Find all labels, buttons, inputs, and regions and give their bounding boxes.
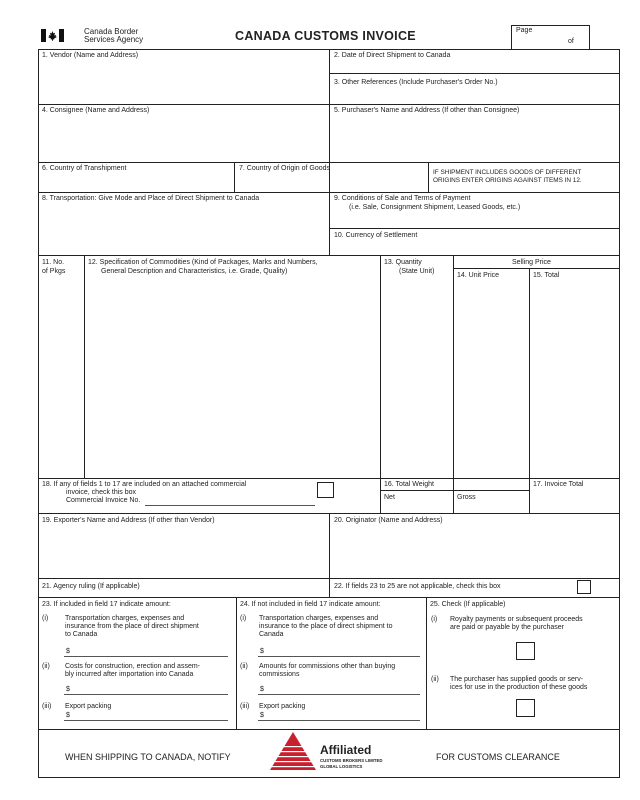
vendor-label: 1. Vendor (Name and Address) (42, 52, 139, 59)
invoice-total-label: 17. Invoice Total (533, 481, 584, 488)
page-of-label: of (568, 38, 574, 45)
royalty-label: Royalty payments or subsequent proceeds (450, 616, 583, 623)
included-packing-label: Export packing (65, 703, 112, 710)
conditions-of-sale-hint: (i.e. Sale, Consignment Shipment, Leased Goods, etc.) (349, 204, 521, 211)
commissions-label: Amounts for commissions other than buying (259, 663, 396, 670)
transportation-label: 8. Transportation: Give Mode and Place of Direct Shipment to Canada (42, 195, 260, 202)
exporter-label: 19. Exporter's Name and Address (If other than Vendor) (42, 517, 215, 524)
commodities-spec-label: 12. Specification of Commodities (Kind of Packages, Marks and Numbers, (88, 259, 318, 266)
packages-count-label-2: of Pkgs (42, 268, 66, 275)
page-label: Page (516, 27, 533, 34)
footer-notify-text: WHEN SHIPPING TO CANADA, NOTIFY (65, 752, 231, 762)
total-label: 15. Total (533, 272, 560, 279)
net-weight-label: Net (384, 494, 395, 501)
dollar-sign: $ (260, 686, 264, 693)
originator-label: 20. Originator (Name and Address) (334, 517, 443, 524)
total-weight-label: 16. Total Weight (384, 481, 434, 488)
conditions-of-sale-label: 9. Conditions of Sale and Terms of Payment (334, 195, 471, 202)
roman-iii: (iii) (42, 703, 52, 710)
not-included-transport-label-2: insurance to the place of direct shipment to (259, 623, 393, 630)
currency-label: 10. Currency of Settlement (334, 232, 418, 239)
roman-ii: (ii) (240, 663, 248, 670)
attached-invoice-checkbox[interactable] (317, 482, 334, 498)
included-transport-label: Transportation charges, expenses and (65, 615, 185, 622)
roman-i: (i) (42, 615, 49, 622)
other-references-label: 3. Other References (Include Purchaser's Order No.) (334, 79, 498, 86)
supplied-goods-checkbox[interactable] (516, 699, 535, 717)
dollar-sign: $ (66, 648, 70, 655)
transhipment-country-label: 6. Country of Transhipment (42, 165, 127, 172)
included-transport-label-3: to Canada (65, 631, 98, 638)
roman-i: (i) (240, 615, 247, 622)
roman-ii: (ii) (431, 676, 439, 683)
not-included-transport-label: Transportation charges, expenses and (259, 615, 379, 622)
check-if-applicable-label: 25. Check (If applicable) (430, 601, 506, 608)
brand-subtitle: CUSTOMS BROKERS LIMITED (320, 758, 383, 763)
purchaser-label: 5. Purchaser's Name and Address (If other than Consignee) (334, 107, 520, 114)
not-applicable-label: 22. If fields 23 to 25 are not applicable, check this box (334, 583, 501, 590)
dollar-sign: $ (260, 648, 264, 655)
origin-note-line1: IF SHIPMENT INCLUDES GOODS OF DIFFERENT (433, 169, 582, 176)
not-included-amount-label: 24. If not included in field 17 indicate amount: (240, 601, 381, 608)
brand-name: Affiliated (320, 743, 372, 757)
unit-price-label: 14. Unit Price (457, 272, 500, 279)
not-applicable-checkbox[interactable] (577, 580, 591, 594)
quantity-label: 13. Quantity (384, 259, 422, 266)
packages-count-label: 11. No. (42, 259, 65, 266)
agency-ruling-label: 21. Agency ruling (If applicable) (42, 583, 140, 590)
attached-invoice-label: 18. If any of fields 1 to 17 are included on an attached commercial (42, 481, 247, 488)
brand-subtitle-2: GLOBAL LOGISTICS (320, 764, 363, 769)
shipment-date-label: 2. Date of Direct Shipment to Canada (334, 52, 451, 59)
agency-name-line2: Services Agency (84, 35, 144, 44)
included-construction-label: Costs for construction, erection and assem- (65, 663, 201, 670)
royalty-label-2: are paid or payable by the purchaser (450, 624, 565, 631)
not-included-packing-label: Export packing (259, 703, 306, 710)
attached-invoice-label-2: invoice, check this box (66, 489, 137, 496)
origin-note-line2: ORIGINS ENTER ORIGINS AGAINST ITEMS IN 12. (433, 177, 582, 184)
agency-name-line1: Canada Border (84, 27, 139, 36)
selling-price-label: Selling Price (512, 259, 551, 266)
canada-flag-icon (41, 29, 64, 42)
dollar-sign: $ (66, 686, 70, 693)
included-amount-label: 23. If included in field 17 indicate amount: (42, 601, 171, 608)
gross-weight-label: Gross (457, 494, 476, 501)
quantity-unit-label: (State Unit) (399, 268, 435, 275)
consignee-label: 4. Consignee (Name and Address) (42, 107, 150, 114)
commodities-spec-hint: General Description and Characteristics, i.e. Grade, Quality) (101, 268, 288, 275)
roman-i: (i) (431, 616, 438, 623)
royalty-checkbox[interactable] (516, 642, 535, 660)
commissions-label-2: commissions (259, 671, 300, 678)
dollar-sign: $ (260, 712, 264, 719)
roman-iii: (iii) (240, 703, 250, 710)
page-title: CANADA CUSTOMS INVOICE (235, 29, 416, 43)
included-transport-label-2: insurance from the place of direct shipment (65, 623, 199, 630)
footer-clearance-text: FOR CUSTOMS CLEARANCE (436, 752, 560, 762)
not-included-transport-label-3: Canada (259, 631, 284, 638)
origin-country-label: 7. Country of Origin of Goods (239, 165, 331, 172)
supplied-goods-label: The purchaser has supplied goods or serv- (450, 676, 584, 683)
dollar-sign: $ (66, 712, 70, 719)
roman-ii: (ii) (42, 663, 50, 670)
affiliated-logo-icon (268, 731, 318, 771)
included-construction-label-2: bly incurred after importation into Canada (65, 671, 194, 678)
commercial-invoice-no-label: Commercial Invoice No. (66, 497, 141, 504)
supplied-goods-label-2: ices for use in the production of these goods (450, 684, 588, 691)
